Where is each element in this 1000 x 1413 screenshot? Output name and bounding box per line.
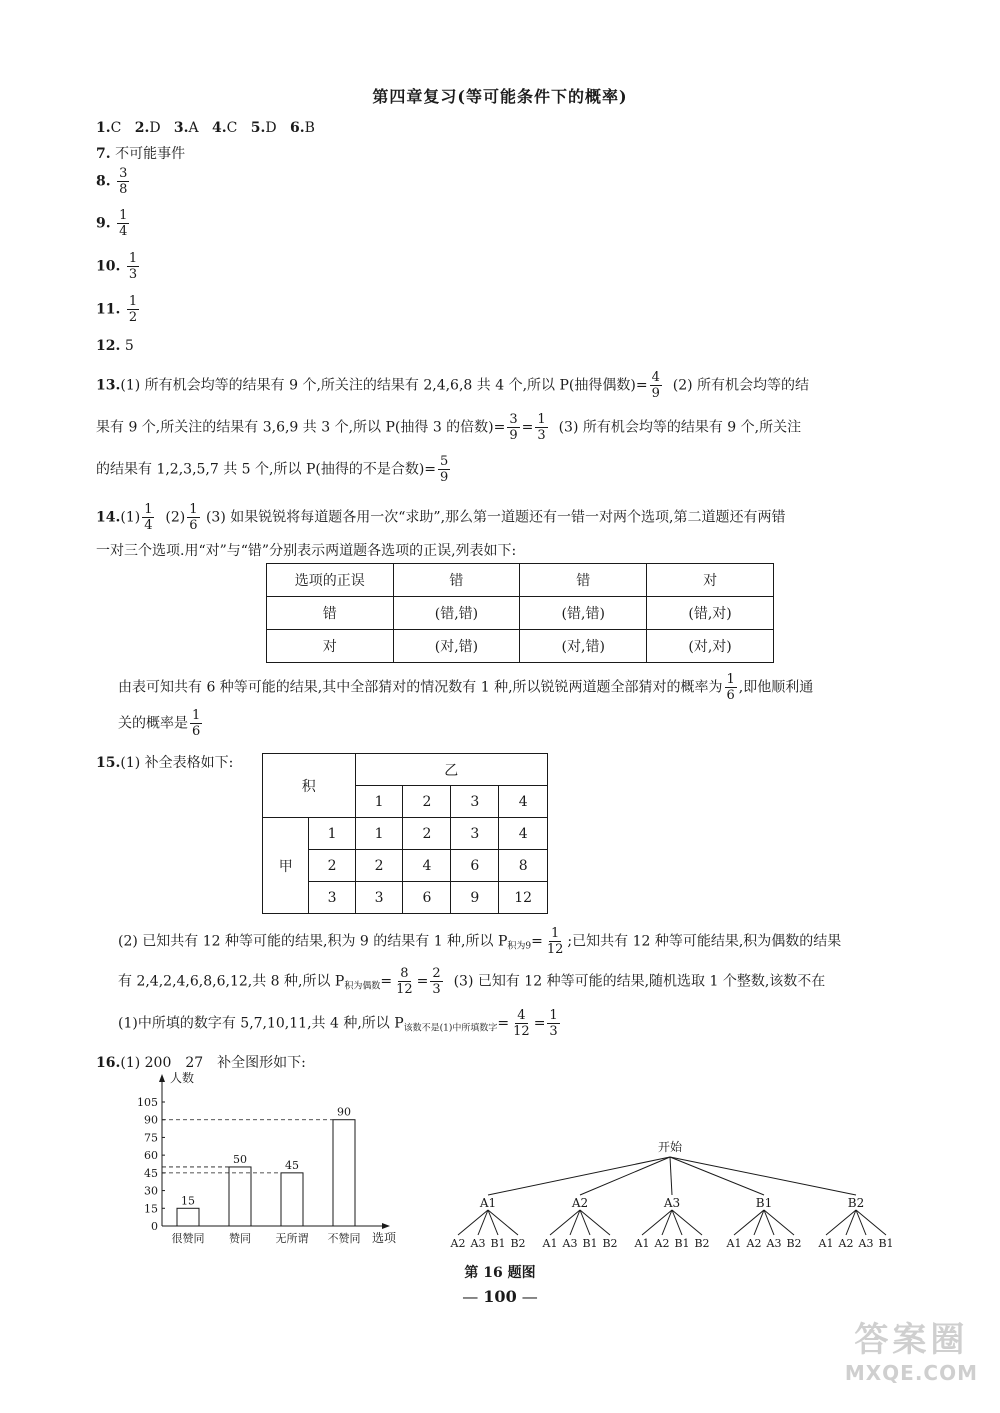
bar xyxy=(229,1167,251,1226)
y-tick-label: 30 xyxy=(144,1184,158,1198)
x-tick-label: 很赞同 xyxy=(171,1232,205,1245)
data-label: 90 xyxy=(337,1105,351,1119)
q14-conclusion-1: 由表可知共有 6 种等可能的结果,其中全部猜对的情况数有 1 种,所以锐锐两道题全部猜对的概率为 $\frac{1}{6}$ ,即他顺利通 xyxy=(118,672,814,703)
answer-12: 12. 5 xyxy=(96,338,134,354)
tree-leaf: A1 xyxy=(634,1237,650,1250)
tree-branch: B2 xyxy=(847,1196,865,1210)
tree-leaf: B1 xyxy=(490,1237,506,1250)
x-axis-label: 选项 xyxy=(372,1231,397,1245)
answer-9: 9. $\frac{1}{4}$ xyxy=(96,208,128,239)
q16-intro: 16.(1) 200 27 补全图形如下: xyxy=(96,1055,306,1071)
fraction: $\frac{1}{3}$ xyxy=(128,251,138,282)
tree-diagram xyxy=(430,1135,900,1260)
tree-leaf: B2 xyxy=(602,1237,618,1250)
page-number: — 100 — xyxy=(462,1287,538,1306)
q14-conclusion-2: 关的概率是 $\frac{1}{6}$ xyxy=(118,708,201,739)
watermark: 答案圈 MXQE.COM xyxy=(844,1320,978,1385)
tree-leaf: B2 xyxy=(694,1237,710,1250)
y-tick-label: 60 xyxy=(144,1149,158,1163)
tree-leaf: A2 xyxy=(746,1237,762,1250)
tree-leaf: A2 xyxy=(838,1237,854,1250)
q14-line-2: 一对三个选项.用“对”与“错”分别表示两道题各选项的正误,列表如下: xyxy=(96,543,517,559)
y-tick-label: 0 xyxy=(151,1220,158,1233)
q15-line-4: (1)中所填的数字有 5,7,10,11,共 4 种,所以 $P_{该数不是(1)中所填数字}=$ $\frac{4}{12}$ = $\frac{1}{3}$ xyxy=(118,1008,558,1039)
y-tick-label: 90 xyxy=(144,1113,158,1127)
answer-11: 11. $\frac{1}{2}$ xyxy=(96,294,138,325)
tree-leaf: A2 xyxy=(654,1237,670,1250)
q15-line-3: 有 2,4,2,4,6,8,6,12,共 8 种,所以 $P_{积为偶数}=$ $\frac{8}{12}$ = $\frac{2}{3}$ (3) 已知有 12 种等可能的结果,随机选取 1 个整数,该数不在 xyxy=(118,966,826,997)
tree-leaf: B2 xyxy=(510,1237,526,1250)
tree-edge xyxy=(488,1157,670,1195)
tree-leaf: A2 xyxy=(450,1237,466,1250)
q13-line-2: 果有 9 个,所关注的结果有 3,6,9 共 3 个,所以 P(抽得 3 的倍数)= $\frac{3}{9}$ = $\frac{1}{3}$ (3) 所有机会均等的结果有 9 个,所关注 xyxy=(96,412,802,443)
answer-8: 8. $\frac{3}{8}$ xyxy=(96,166,128,197)
q14-line-1: 14.(1) $\frac{1}{4}$ (2) $\frac{1}{6}$ (3) 如果锐锐将每道题各用一次“求助”,那么第一道题还有一错一对两个选项,第二道题还有两错 xyxy=(96,502,786,533)
tree-leaf: A3 xyxy=(562,1237,578,1250)
answers-1-6: 1.C 2.D 3.A 4.C 5.D 6.B xyxy=(96,120,315,136)
tree-leaf: B2 xyxy=(786,1237,802,1250)
y-tick-label: 15 xyxy=(144,1202,158,1216)
tree-edge xyxy=(670,1157,672,1195)
y-tick-label: 105 xyxy=(137,1096,158,1109)
bar-chart xyxy=(130,1070,420,1250)
q13-line-3: 的结果有 1,2,3,5,7 共 5 个,所以 P(抽得的不是合数)= $\frac{5}{9}$ xyxy=(96,454,449,485)
y-axis-arrow xyxy=(159,1074,165,1082)
tree-edge xyxy=(670,1157,856,1195)
fraction: $\frac{1}{2}$ xyxy=(128,294,138,325)
x-tick-label: 赞同 xyxy=(229,1232,251,1245)
q15-intro: 15.(1) 补全表格如下: xyxy=(96,755,234,771)
y-axis-label: 人数 xyxy=(170,1071,195,1085)
bar xyxy=(177,1208,199,1226)
tree-branch: A2 xyxy=(571,1196,589,1210)
tree-leaf: A3 xyxy=(766,1237,782,1250)
fraction: $\frac{1}{4}$ xyxy=(119,208,128,239)
answer-10: 10. $\frac{1}{3}$ xyxy=(96,251,138,282)
q15-product-table: 积 乙 1 2 3 4 甲 1 1 2 3 4 2 2 4 6 8 3 3 6 9 12 xyxy=(262,753,548,914)
tree-edge xyxy=(580,1157,670,1195)
tree-branch: A1 xyxy=(479,1196,497,1210)
tree-leaf: A1 xyxy=(818,1237,834,1250)
tree-leaf: B1 xyxy=(878,1237,894,1250)
x-tick-label: 不赞同 xyxy=(327,1232,361,1245)
answer-7: 7. 不可能事件 xyxy=(96,146,186,162)
y-tick-label: 75 xyxy=(144,1131,158,1145)
tree-leaf: B1 xyxy=(674,1237,690,1250)
tree-leaf: A1 xyxy=(542,1237,558,1250)
data-label: 45 xyxy=(285,1158,299,1172)
x-axis-arrow xyxy=(382,1223,390,1229)
q15-line-2: (2) 已知共有 12 种等可能的结果,积为 9 的结果有 1 种,所以 $P_{积为9}=$ $\frac{1}{12}$ ;已知共有 12 种等可能结果,积为偶数的结果 xyxy=(118,926,842,957)
figure-caption: 第 16 题图 xyxy=(464,1265,536,1281)
tree-leaf: A3 xyxy=(470,1237,486,1250)
tree-root: 开始 xyxy=(657,1140,683,1154)
tree-leaf: A1 xyxy=(726,1237,742,1250)
y-tick-label: 45 xyxy=(144,1166,158,1180)
tree-leaf: B1 xyxy=(582,1237,598,1250)
page-title: 第四章复习(等可能条件下的概率) xyxy=(372,87,628,106)
bar xyxy=(333,1120,355,1226)
tree-edge xyxy=(670,1157,764,1195)
data-label: 50 xyxy=(233,1152,247,1166)
fraction: $\frac{3}{8}$ xyxy=(119,166,128,197)
tree-leaf: A3 xyxy=(858,1237,874,1250)
tree-branch: A3 xyxy=(663,1196,681,1210)
bar xyxy=(281,1173,303,1226)
x-tick-label: 无所谓 xyxy=(275,1232,309,1245)
q13-line-1: 13.(1) 所有机会均等的结果有 9 个,所关注的结果有 2,4,6,8 共 4 个,所以 P(抽得偶数)= $\frac{4}{9}$ (2) 所有机会均等的结 xyxy=(96,370,810,401)
data-label: 15 xyxy=(181,1194,195,1208)
q14-table: 选项的正误 错 错 对 错 (错,错) (错,错) (错,对) 对 (对,错) (对,错) (对,对) xyxy=(266,563,774,663)
tree-branch: B1 xyxy=(755,1196,773,1210)
